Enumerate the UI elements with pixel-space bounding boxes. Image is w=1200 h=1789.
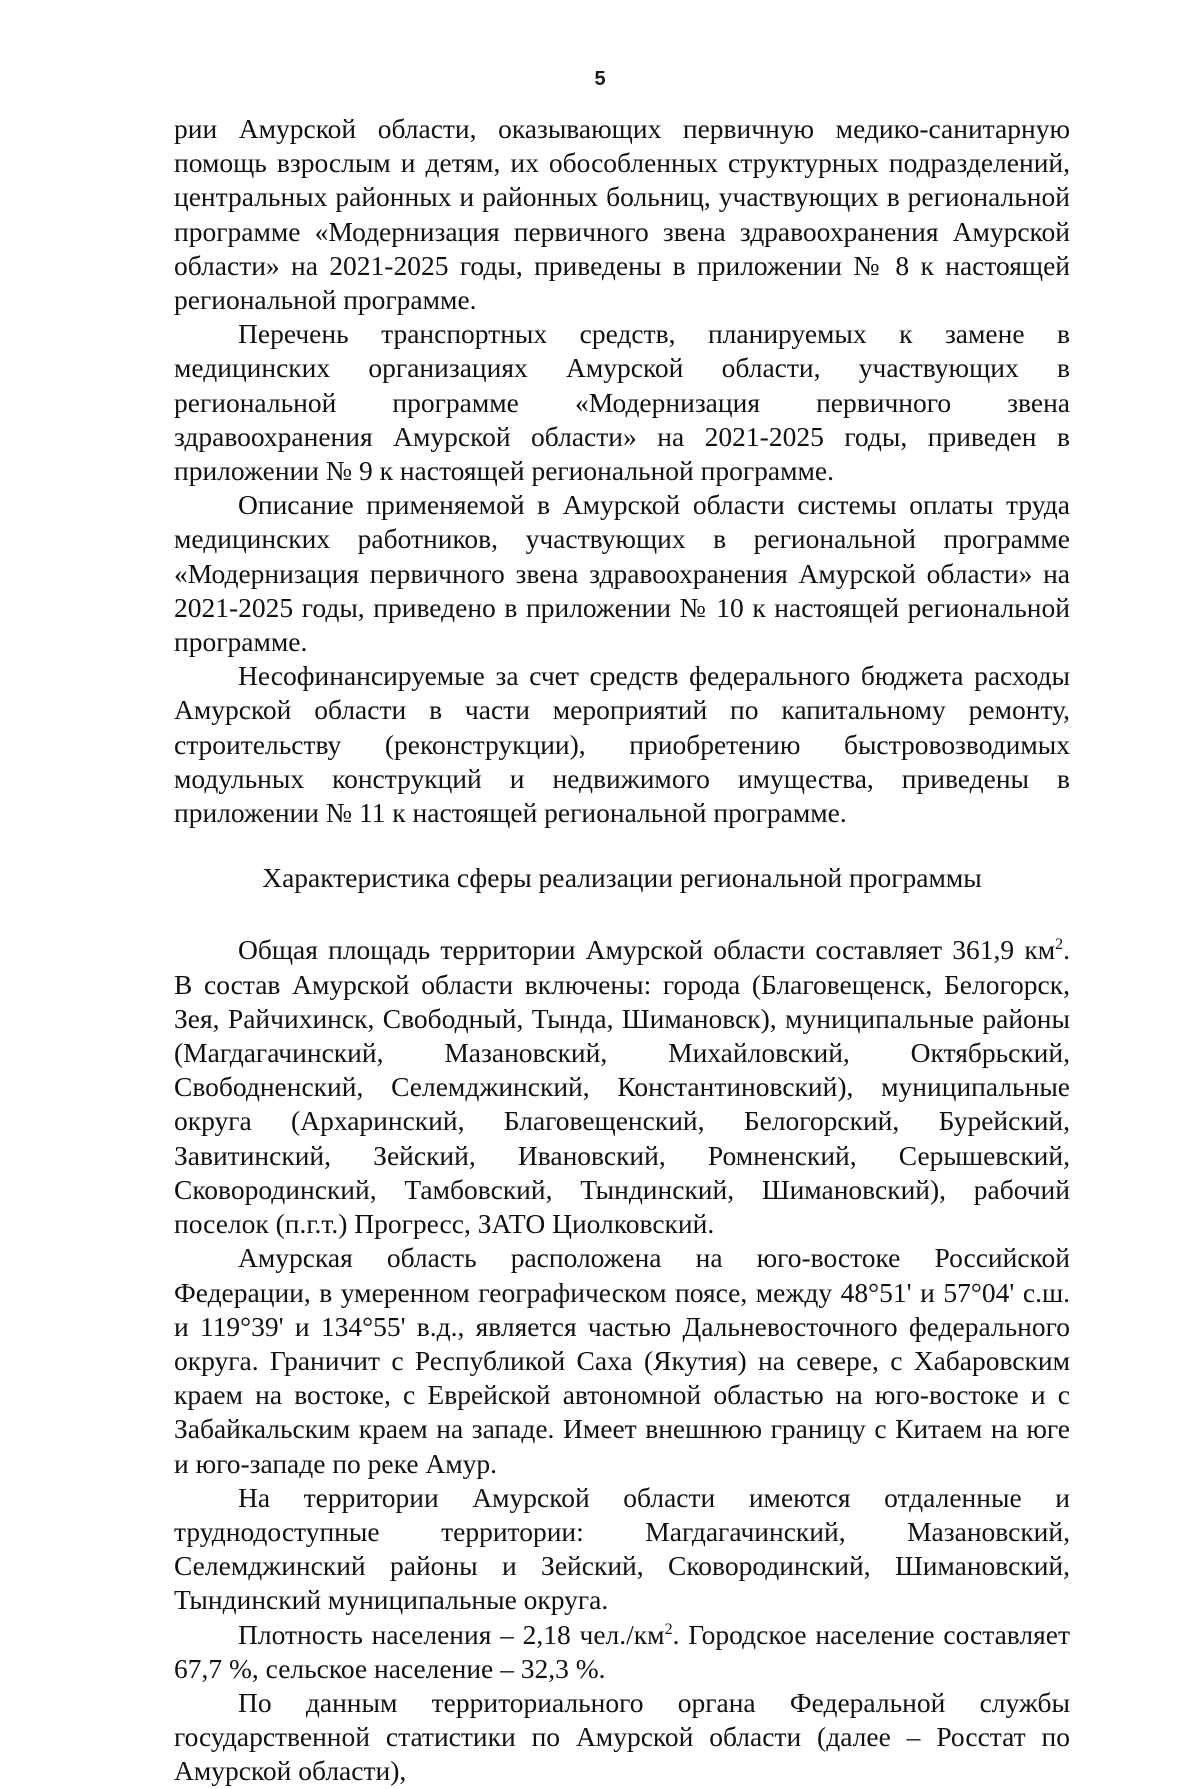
paragraph-territory (174, 933, 1070, 1241)
paragraph-appendix-10: Описание применяемой в Амурской области системы оплаты труда медицинских работников, участвующих в региональной программе «Модернизация первичного звена здравоохранения Амурской области» на 2021-2025 годы, приведено в приложении № 10 к настоящей региональной программе. (174, 489, 1070, 658)
paragraph-population-density (174, 1618, 1070, 1686)
territory-text-start: Общая площадь территории Амурской области составляет 361,9 км (238, 934, 1056, 966)
paragraph-appendix-9: Перечень транспортных средств, планируемых к замене в медицинских организациях Амурской области, участвующих в региональной программе «Модернизация первичного звена здравоохранения Амурской области» на 2021-2025 годы, приведен в приложении № 9 к настоящей региональной программе. (174, 318, 1070, 487)
territory-text-end: . В состав Амурской области включены: города (Благовещенск, Белогорск, Зея, Райчихинск, Свободный, Тында, Шимановск), муниципальные районы (Магдагачинский, Мазановский, Михайловский, Октябрьский, Свободненский, Селемджинский, Константиновский), муниципальные округа (Архаринский, Благовещенский, Белогорский, Бурейский, Завитинский, Зейский, Ивановский, Ромненский, Серышевский, Сковородинский, Тамбовский, Тындинский, Шимановский), рабочий поселок (п.г.т.) Прогресс, ЗАТО Циолковский. (174, 934, 1070, 1240)
paragraph-remote-territories: На территории Амурской области имеются отдаленные и труднодоступные территории: Магдагачинский, Мазановский, Селемджинский районы и Зейский, Сковородинский, Шимановский, Тындинский муниципальные округа. (174, 1481, 1070, 1616)
density-superscript: 2 (664, 1620, 673, 1638)
paragraph-statistics: По данным территориального органа Федеральной службы государственной статистики по Амурской области (далее – Росстат по Амурской области), (174, 1686, 1070, 1787)
paragraph-appendix-11: Несофинансируемые за счет средств федерального бюджета расходы Амурской области в части мероприятий по капитальному ремонту, строительству (реконструкции), приобретению быстровозводимых модульных конструкций и недвижимого имущества, приведены в приложении № 11 к настоящей региональной программе. (174, 660, 1070, 829)
paragraph-appendix-8: рии Амурской области, оказывающих первичную медико-санитарную помощь взрослым и детям, их обособленных структурных подразделений, центральных районных и районных больниц, участвующих в региональной программе «Модернизация первичного звена здравоохранения Амурской области» на 2021-2025 годы, приведены в приложении № 8 к настоящей региональной программе. (174, 113, 1070, 316)
section-heading: Характеристика сферы реализации региональной программы (262, 862, 982, 894)
density-text-end: . Городское население составляет 67,7 %, сельское население – 32,3 %. (174, 1618, 1070, 1684)
page-number: 5 (594, 68, 606, 90)
density-text-start: Плотность населения – 2,18 чел./км (238, 1618, 665, 1650)
paragraph-geography: Амурская область расположена на юго-востоке Российской Федерации, в умеренном географическом поясе, между 48°51' и 57°04' с.ш. и 119°39' и 134°55' в.д., является частью Дальневосточного федерального округа. Граничит с Республикой Саха (Якутия) на севере, с Хабаровским краем на востоке, с Еврейской автономной областью на юго-востоке и с Забайкальским краем на западе. Имеет внешнюю границу с Китаем на юге и юго-западе по реке Амур. (174, 1242, 1070, 1479)
document-body (174, 112, 1070, 1789)
territory-area-superscript: 2 (1055, 936, 1064, 954)
